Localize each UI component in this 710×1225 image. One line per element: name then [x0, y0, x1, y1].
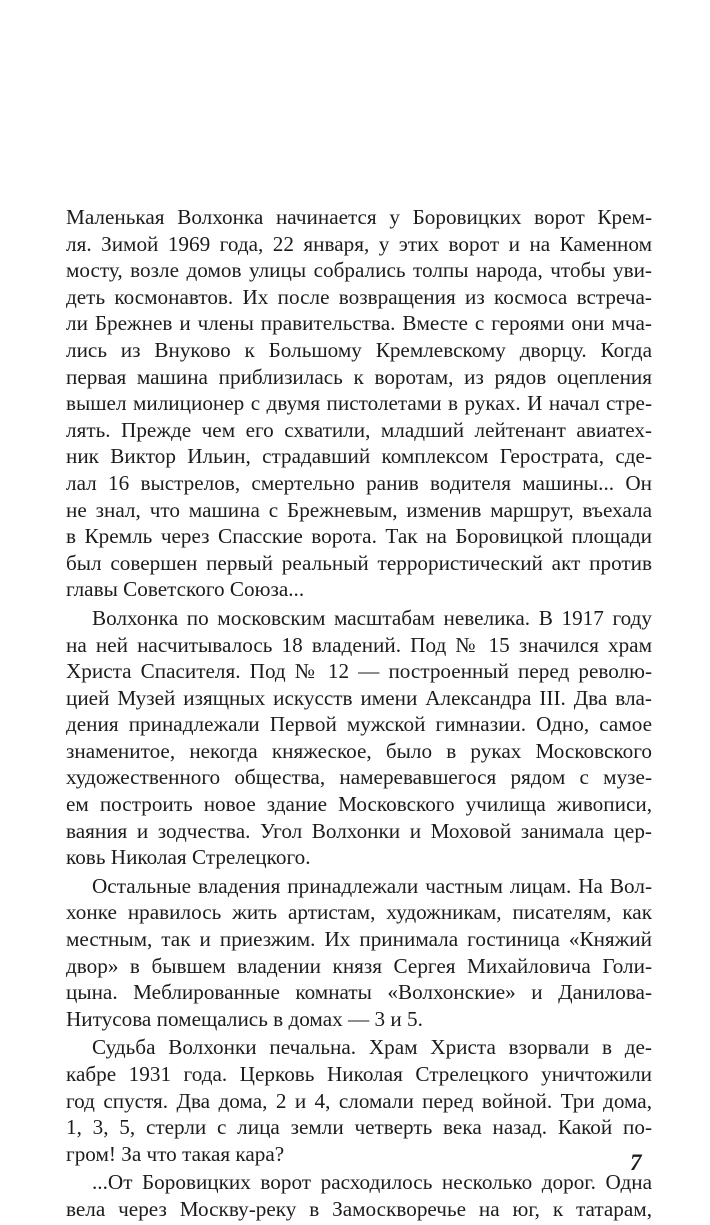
- text-line: в Кремль через Спасские ворота. Так на Боровицкой площади: [66, 524, 652, 549]
- text-line: ля. Зимой 1969 года, 22 января, у этих ворот и на Каменном: [66, 231, 652, 256]
- text-line: знаменитое, некогда княжеское, было в руках Московского: [66, 738, 652, 763]
- paragraph-1: [66, 204, 652, 603]
- text-line: первая машина приблизилась к воротам, из рядов оцепления: [66, 364, 652, 389]
- paragraph-5: [66, 1169, 652, 1222]
- text-line: кабре 1931 года. Церковь Николая Стрелецкого уничтожили: [66, 1062, 652, 1086]
- text-line: ...От Боровицких ворот расходилось несколько дорог. Одна: [92, 1170, 652, 1195]
- text-line: цына. Меблированные комнаты «Волхонские» и Данилова-: [66, 980, 652, 1005]
- text-line: ник Виктор Ильин, страдавший комплексом Герострата, сде-: [66, 444, 652, 469]
- text-line: вела через Москву-реку в Замоскворечье на юг, к татарам,: [66, 1196, 652, 1221]
- text-line: Христа Спасителя. Под № 12 — построенный перед револю-: [66, 659, 652, 684]
- text-line: двор» в бывшем владении князя Сергея Михайловича Голи-: [66, 953, 652, 978]
- text-line: лись из Внуково к Большому Кремлевскому дворцу. Когда: [66, 337, 652, 362]
- text-line: ем построить новое здание Московского училища живописи,: [66, 792, 652, 817]
- text-line: ли Брежнев и члены правительства. Вместе с героями они мча-: [66, 311, 652, 336]
- text-line: гром! За что такая кара?: [66, 1141, 285, 1166]
- text-line: был совершен первый реальный террористический акт против: [66, 550, 652, 575]
- text-line: художественного общества, намеревавшегося рядом с музе-: [66, 765, 652, 790]
- text-line: Судьба Волхонки печальна. Храм Христа взорвали в де-: [92, 1035, 652, 1060]
- text-line: лять. Прежде чем его схватили, младший лейтенант авиатех-: [66, 417, 652, 442]
- text-line: Остальные владения принадлежали частным лицам. На Вол-: [92, 873, 652, 898]
- text-line: главы Советского Союза...: [66, 577, 305, 602]
- text-line: год спустя. Два дома, 2 и 4, сломали перед войной. Три дома,: [66, 1088, 652, 1113]
- text-line: мосту, возле домов улицы собрались толпы народа, чтобы уви-: [66, 258, 652, 283]
- text-line: ваяния и зодчества. Угол Волхонки и Моховой занимала цер-: [66, 818, 652, 843]
- paragraph-3: [66, 873, 652, 1033]
- text-line: хонке нравилось жить артистам, художникам, писателям, как: [66, 900, 652, 925]
- text-line: деть космонавтов. Их после возвращения из космоса встреча-: [66, 284, 652, 309]
- text-line: местным, так и приезжим. Их принимала гостиница «Княжий: [66, 927, 652, 952]
- text-line: на ней насчитывалось 18 владений. Под № 15 значился храм: [66, 632, 652, 657]
- text-line: не знал, что машина с Брежневым, изменив маршрут, въехала: [66, 497, 652, 522]
- text-line: Волхонка по московским масштабам невелика. В 1917 году: [92, 605, 652, 630]
- text-line: цией Музей изящных искусств имени Александра III. Два вла-: [66, 685, 652, 710]
- paragraph-2: [66, 605, 652, 871]
- body-text: [66, 204, 652, 1225]
- text-line: 1, 3, 5, стерли с лица земли четверть века назад. Какой по-: [66, 1115, 652, 1140]
- text-line: вышел милиционер с двумя пистолетами в руках. И начал стре-: [66, 391, 652, 416]
- text-line: Маленькая Волхонка начинается у Боровицких ворот Крем-: [66, 205, 652, 229]
- paragraph-4: [66, 1034, 652, 1167]
- text-line: ковь Николая Стрелецкого.: [66, 845, 311, 870]
- page-number: 7: [630, 1150, 642, 1175]
- text-line: лал 16 выстрелов, смертельно ранив водителя машины... Он: [66, 470, 652, 495]
- text-line: дения принадлежали Первой мужской гимназии. Одно, самое: [66, 712, 652, 737]
- text-line: Нитусова помещались в домах — 3 и 5.: [66, 1006, 423, 1031]
